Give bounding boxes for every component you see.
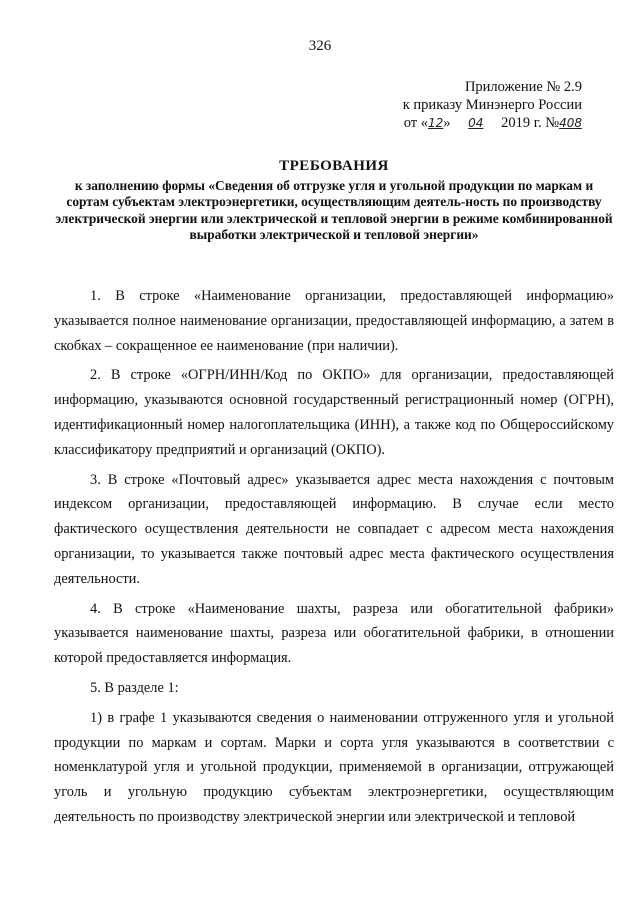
order-date-line	[403, 114, 582, 132]
paragraph-5: 5. В разделе 1:	[90, 679, 179, 696]
handwritten-day: 12	[428, 116, 444, 130]
year-label: 2019 г. №	[501, 115, 560, 131]
page-number: 326	[308, 38, 332, 54]
paragraph-2: 2. В строке «ОГРН/ИНН/Код по ОКПО» для организации, предоставляющей информацию, указываются основной государственный регистрационный номер (ОГРН), идентификационный номер налогоплательщика (ИНН), а также код по Общероссийскому классификатору предприятий и организаций (ОКПО).	[54, 367, 614, 458]
date-close-quote: »	[443, 115, 451, 131]
paragraph-5-item-1: 1) в графе 1 указываются сведения о наименовании отгруженного угля и угольной продукции по маркам и сортам. Марки и сорта угля указываются в соответствии с номенклатурой угля и угольной продукции, применяемой в организации, отгружающей уголь и угольную продукцию субъектам электроэнергетики, осуществляющим деятельность по производству электрической энергии или электрической и тепловой	[54, 709, 614, 825]
appendix-header	[403, 78, 582, 132]
handwritten-order-number: 408	[559, 116, 582, 130]
date-prefix: от «	[403, 115, 428, 131]
order-reference: к приказу Минэнерго России	[402, 97, 582, 113]
paragraph-3: 3. В строке «Почтовый адрес» указывается адрес места нахождения с почтовым индексом организации, предоставляющей информацию. В случае если место фактического осуществления деятельности не совпадает с адресом места нахождения организации, то указывается также почтовый адрес места фактического осуществления деятельности.	[54, 471, 614, 587]
handwritten-month: 04	[468, 116, 484, 130]
document-subtitle: к заполнению формы «Сведения об отгрузке угля и угольной продукции по маркам и сортам субъектам электроэнергетики, осуществляющим деятель-ность по производству электрической энергии или электрической и тепловой энергии в режиме комбинированной выработки электрической и тепловой энергии»	[55, 178, 613, 243]
paragraph-4: 4. В строке «Наименование шахты, разреза или обогатительной фабрики» указывается наименование шахты, разреза или обогатительной фабрики, в отношении которой предоставляется информация.	[54, 600, 614, 667]
paragraph-1: 1. В строке «Наименование организации, предоставляющей информацию» указывается полное наименование организации, предоставляющей информацию, а затем в скобках – сокращенное ее наименование (при наличии).	[54, 288, 614, 354]
document-title: ТРЕБОВАНИЯ	[279, 158, 389, 174]
body-text	[54, 284, 614, 835]
appendix-label: Приложение № 2.9	[464, 79, 582, 95]
document-heading	[54, 158, 614, 244]
